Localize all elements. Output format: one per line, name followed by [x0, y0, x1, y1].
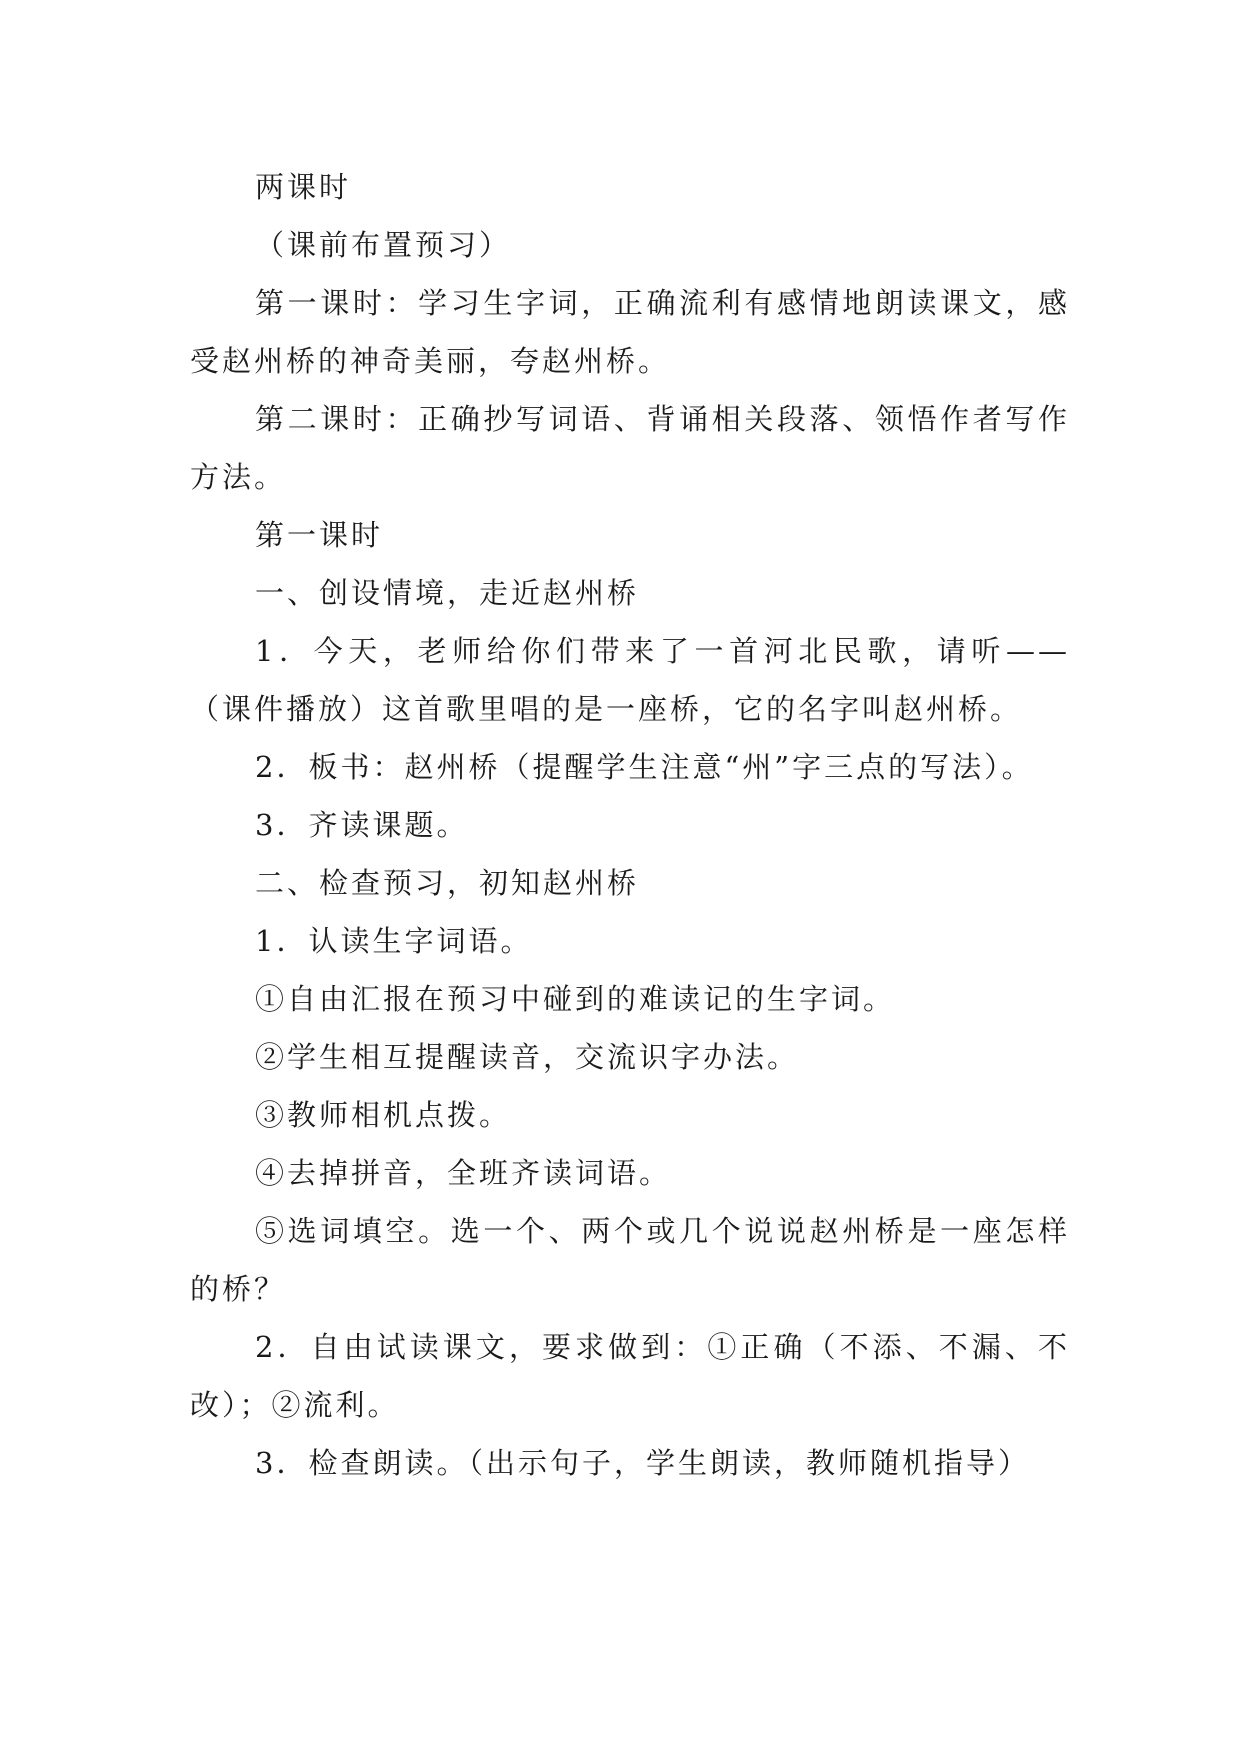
paragraph-subitem-5: ⑤选词填空。选一个、两个或几个说说赵州桥是一座怎样的桥？ — [190, 1214, 1070, 1306]
paragraph-lesson-count: 两课时 — [255, 170, 352, 204]
paragraph-subitem-1: ①自由汇报在预习中碰到的难读记的生字词。 — [255, 982, 896, 1016]
paragraph-subitem-4: ④去掉拼音，全班齐读词语。 — [255, 1156, 672, 1190]
paragraph-item-2-1: 1．认读生字词语。 — [255, 924, 533, 958]
paragraph-subitem-2: ②学生相互提醒读音，交流识字办法。 — [255, 1040, 800, 1074]
paragraph-first-lesson-goal: 第一课时：学习生字词，正确流利有感情地朗读课文，感受赵州桥的神奇美丽，夸赵州桥。 — [190, 286, 1070, 378]
heading-section-two: 二、检查预习，初知赵州桥 — [255, 866, 640, 900]
document-body — [190, 158, 1070, 1492]
paragraph-preview-note: （课前布置预习） — [255, 228, 512, 262]
paragraph-subitem-3: ③教师相机点拨。 — [255, 1098, 512, 1132]
heading-first-lesson: 第一课时 — [255, 518, 384, 552]
paragraph-item-1-1: 1．今天，老师给你们带来了一首河北民歌，请听——（课件播放）这首歌里唱的是一座桥，它的名字叫赵州桥。 — [190, 634, 1070, 726]
paragraph-item-1-2: 2．板书：赵州桥（提醒学生注意“州”字三点的写法）。 — [255, 750, 1034, 784]
paragraph-item-2-2: 2．自由试读课文，要求做到：①正确（不添、不漏、不改）；②流利。 — [190, 1330, 1070, 1422]
paragraph-item-2-3: 3．检查朗读。（出示句子，学生朗读，教师随机指导） — [255, 1446, 1030, 1480]
paragraph-second-lesson-goal: 第二课时：正确抄写词语、背诵相关段落、领悟作者写作方法。 — [190, 402, 1070, 494]
paragraph-item-1-3: 3．齐读课题。 — [255, 808, 469, 842]
heading-section-one: 一、创设情境，走近赵州桥 — [255, 576, 640, 610]
